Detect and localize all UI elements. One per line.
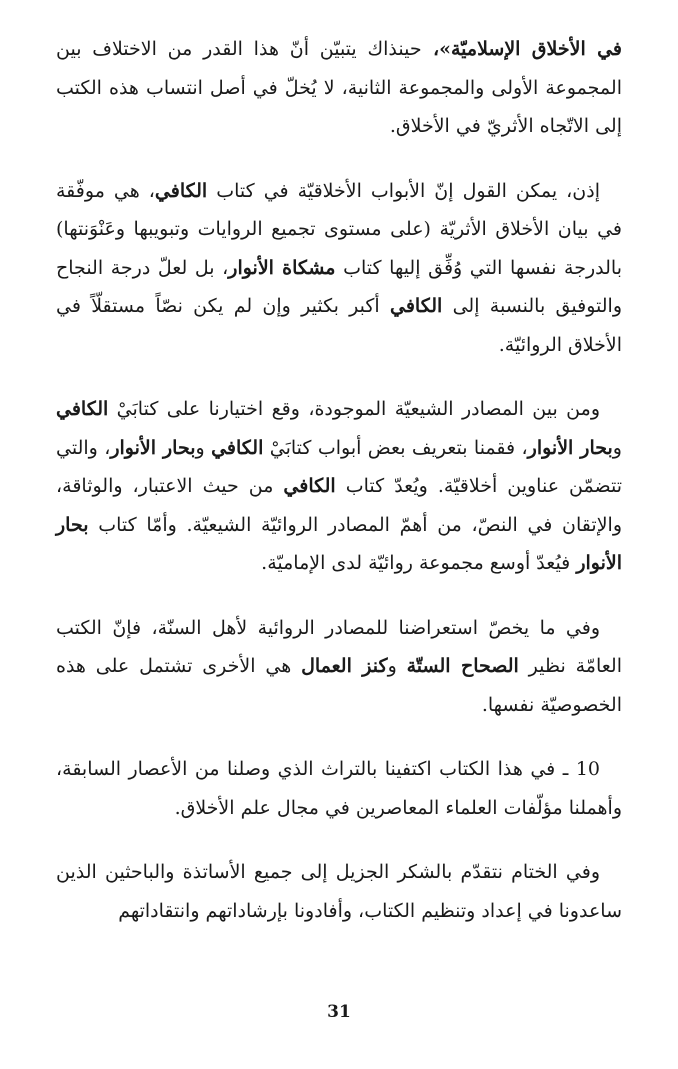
- para-1-seg-1: حينذاك يتبيّن أنّ هذا القدر من الاختلاف بين المجموعة الأولى والمجموعة الثانية، لا يُخلّ في أصل انتساب هذه الكتب إلى الاتّجاه الأثريّ في الأخلاق.: [56, 38, 622, 137]
- para-4-seg-2: و: [387, 655, 407, 677]
- para-1-seg-0: في الأخلاق الإسلاميّة»،: [421, 38, 622, 60]
- para-3-seg-10: من حيث الاعتبار، والوثاقة، والإتقان في النصّ، من أهمّ المصادر الروائيّة الشيعيّة. وأمّا كتاب: [56, 475, 622, 536]
- para-3-seg-9: الكافي: [283, 475, 336, 497]
- page-body: [56, 30, 622, 956]
- para-3-seg-1: الكافي: [56, 398, 109, 420]
- para-2-seg-2: ، هي موفّقة في بيان الأخلاق الأثريّة (على مستوى تجميع الروايات وتبويبها وعَنْوَنتها) بالدرجة نفسها التي وُفِّق إليها كتاب: [56, 179, 622, 279]
- para-3-seg-3: بحار الأنوار: [527, 436, 613, 459]
- para-3-seg-6: و: [195, 436, 212, 459]
- para-3-seg-12: فيُعدّ أوسع مجموعة روائيّة لدى الإماميّة.: [261, 552, 577, 574]
- para-2-seg-5: الكافي: [390, 295, 443, 317]
- paragraph-5: [56, 750, 622, 827]
- para-3-seg-7: بحار الأنوار: [110, 436, 196, 459]
- paragraph-6: [56, 853, 622, 930]
- para-4-seg-4: هي الأخرى تشتمل على هذه الخصوصيّة نفسها.: [56, 655, 622, 716]
- para-6-seg-0: وفي الختام نتقدّم بالشكر الجزيل إلى جميع الأساتذة والباحثين الذين ساعدونا في إعداد وتنظيم الكتاب، وأفادونا بإرشاداتهم وانتقاداتهم: [56, 861, 622, 922]
- para-2-seg-6: أكبر بكثير وإن لم يكن نصّاً مستقلّاً في الأخلاق الروائيّة.: [56, 295, 622, 356]
- paragraph-4: [56, 609, 622, 725]
- para-2-seg-4: ، بل لعلّ درجة النجاح والتوفيق بالنسبة إلى: [56, 256, 622, 317]
- para-2-seg-3: مشكاة الأنوار: [228, 256, 336, 279]
- paragraph-3: [56, 390, 622, 583]
- para-2-seg-0: إذن، يمكن القول إنّ الأبواب الأخلاقيّة في كتاب: [207, 179, 600, 202]
- paragraph-2: [56, 172, 622, 365]
- para-4-seg-3: كنز العمال: [301, 655, 388, 677]
- para-3-seg-11: بحار الأنوار: [56, 513, 622, 574]
- para-3-seg-2: و: [612, 436, 622, 459]
- para-3-seg-8: ، والتي تتضمّن عناوين أخلاقيّة. ويُعدّ كتاب: [56, 436, 622, 497]
- paragraph-1: [56, 30, 622, 146]
- page-number: 31: [327, 1002, 351, 1022]
- para-5-seg-0: 10 ـ في هذا الكتاب اكتفينا بالتراث الذي وصلنا من الأعصار السابقة، وأهملنا مؤلّفات العلماء المعاصرين في مجال علم الأخلاق.: [56, 758, 622, 819]
- para-3-seg-5: الكافي: [211, 436, 264, 459]
- para-4-seg-0: وفي ما يخصّ استعراضنا للمصادر الروائية لأهل السنّة، فإنّ الكتب العامّة نظير: [56, 616, 622, 677]
- para-4-seg-1: الصحاح الستّة: [406, 655, 519, 677]
- para-3-seg-4: ، فقمنا بتعريف بعض أبواب كتابَيْ: [263, 436, 528, 459]
- para-2-seg-1: الكافي: [154, 179, 208, 202]
- para-3-seg-0: ومن بين المصادر الشيعيّة الموجودة، وقع اختيارنا على كتابَيْ: [108, 398, 600, 420]
